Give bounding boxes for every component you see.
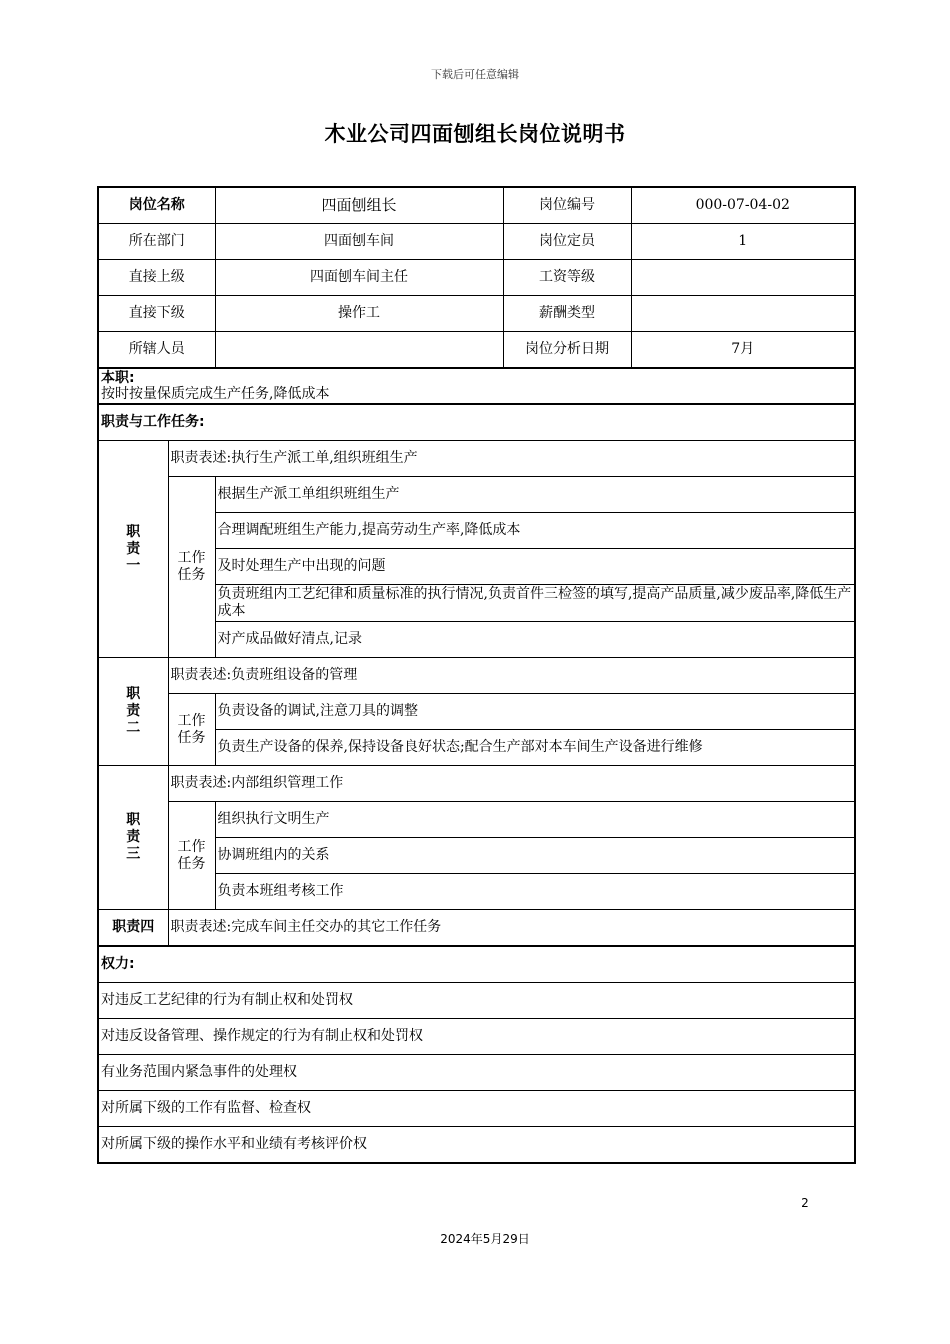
row-subordinate <box>98 296 855 332</box>
position-name-label: 岗位名称 <box>98 187 215 224</box>
subordinate-value: 操作工 <box>215 296 503 332</box>
resp1-task-1: 根据生产派工单组织班组生产 <box>215 477 855 513</box>
resp2-label: 职 责 二 <box>98 658 168 766</box>
resp1-statement: 职责表述:执行生产派工单,组织班组生产 <box>168 441 855 477</box>
resp3-label: 职 责 三 <box>98 766 168 910</box>
resp4-row <box>98 910 855 947</box>
job-description-table <box>97 186 856 1164</box>
resp3-task-row <box>98 802 855 838</box>
authority-item-4: 对所属下级的工作有监督、检查权 <box>98 1091 855 1127</box>
position-no-value: 000-07-04-02 <box>631 187 855 224</box>
row-authority-header <box>98 946 855 983</box>
resp1-statement-row <box>98 441 855 477</box>
resp2-task-row <box>98 694 855 730</box>
row-duty <box>98 368 855 404</box>
superior-value: 四面刨车间主任 <box>215 260 503 296</box>
pay-type-label: 薪酬类型 <box>503 296 631 332</box>
authority-row <box>98 1055 855 1091</box>
row-department <box>98 224 855 260</box>
superior-label: 直接上级 <box>98 260 215 296</box>
resp2-statement: 职责表述:负责班组设备的管理 <box>168 658 855 694</box>
dept-value: 四面刨车间 <box>215 224 503 260</box>
authority-item-1: 对违反工艺纪律的行为有制止权和处罚权 <box>98 983 855 1019</box>
wage-grade-value <box>631 260 855 296</box>
document-title: 木业公司四面刨组长岗位说明书 <box>324 122 626 146</box>
header-note: 下载后可任意编辑 <box>431 68 519 81</box>
authority-item-5: 对所属下级的操作水平和业绩有考核评价权 <box>98 1127 855 1164</box>
position-no-label: 岗位编号 <box>503 187 631 224</box>
position-name-value: 四面刨组长 <box>215 187 503 224</box>
resp2-task-1: 负责设备的调试,注意刀具的调整 <box>215 694 855 730</box>
authority-item-2: 对违反设备管理、操作规定的行为有制止权和处罚权 <box>98 1019 855 1055</box>
row-responsibilities-header <box>98 404 855 441</box>
authority-row <box>98 1019 855 1055</box>
authority-row <box>98 1091 855 1127</box>
authority-row <box>98 983 855 1019</box>
resp3-statement-row <box>98 766 855 802</box>
staff-label: 所辖人员 <box>98 332 215 369</box>
resp2-statement-row <box>98 658 855 694</box>
resp1-task-4: 负责班组内工艺纪律和质量标准的执行情况,负责首件三检签的填写,提高产品质量,减少废品率,降低生产成本 <box>215 585 855 622</box>
page-number: 2 <box>801 1196 809 1210</box>
responsibilities-label: 职责与工作任务: <box>98 404 855 441</box>
resp4-statement: 职责表述:完成车间主任交办的其它工作任务 <box>168 910 855 947</box>
footer-date: 2024年5月29日 <box>440 1232 530 1246</box>
resp2-task-2: 负责生产设备的保养,保持设备良好状态;配合生产部对本车间生产设备进行维修 <box>215 730 855 766</box>
resp3-task-3: 负责本班组考核工作 <box>215 874 855 910</box>
resp3-task-2: 协调班组内的关系 <box>215 838 855 874</box>
row-position-name <box>98 187 855 224</box>
resp1-task-label: 工作 任务 <box>168 477 215 658</box>
authority-label: 权力: <box>98 946 855 983</box>
resp3-task-label: 工作 任务 <box>168 802 215 910</box>
row-superior <box>98 260 855 296</box>
duty-label: 本职: <box>101 370 135 386</box>
analysis-date-label: 岗位分析日期 <box>503 332 631 369</box>
pay-type-value <box>631 296 855 332</box>
resp4-label: 职责四 <box>98 910 168 947</box>
resp3-task-1: 组织执行文明生产 <box>215 802 855 838</box>
duty-text: 按时按量保质完成生产任务,降低成本 <box>101 386 330 402</box>
wage-grade-label: 工资等级 <box>503 260 631 296</box>
resp1-task-5: 对产成品做好清点,记录 <box>215 622 855 658</box>
resp1-task-row <box>98 477 855 513</box>
resp1-label: 职 责 一 <box>98 441 168 658</box>
resp2-task-label: 工作 任务 <box>168 694 215 766</box>
row-staff <box>98 332 855 369</box>
analysis-date-value: 7月 <box>631 332 855 369</box>
staff-value <box>215 332 503 369</box>
staffing-value: 1 <box>631 224 855 260</box>
authority-item-3: 有业务范围内紧急事件的处理权 <box>98 1055 855 1091</box>
authority-row <box>98 1127 855 1164</box>
resp3-statement: 职责表述:内部组织管理工作 <box>168 766 855 802</box>
resp1-task-2: 合理调配班组生产能力,提高劳动生产率,降低成本 <box>215 513 855 549</box>
dept-label: 所在部门 <box>98 224 215 260</box>
resp1-task-3: 及时处理生产中出现的问题 <box>215 549 855 585</box>
staffing-label: 岗位定员 <box>503 224 631 260</box>
subordinate-label: 直接下级 <box>98 296 215 332</box>
